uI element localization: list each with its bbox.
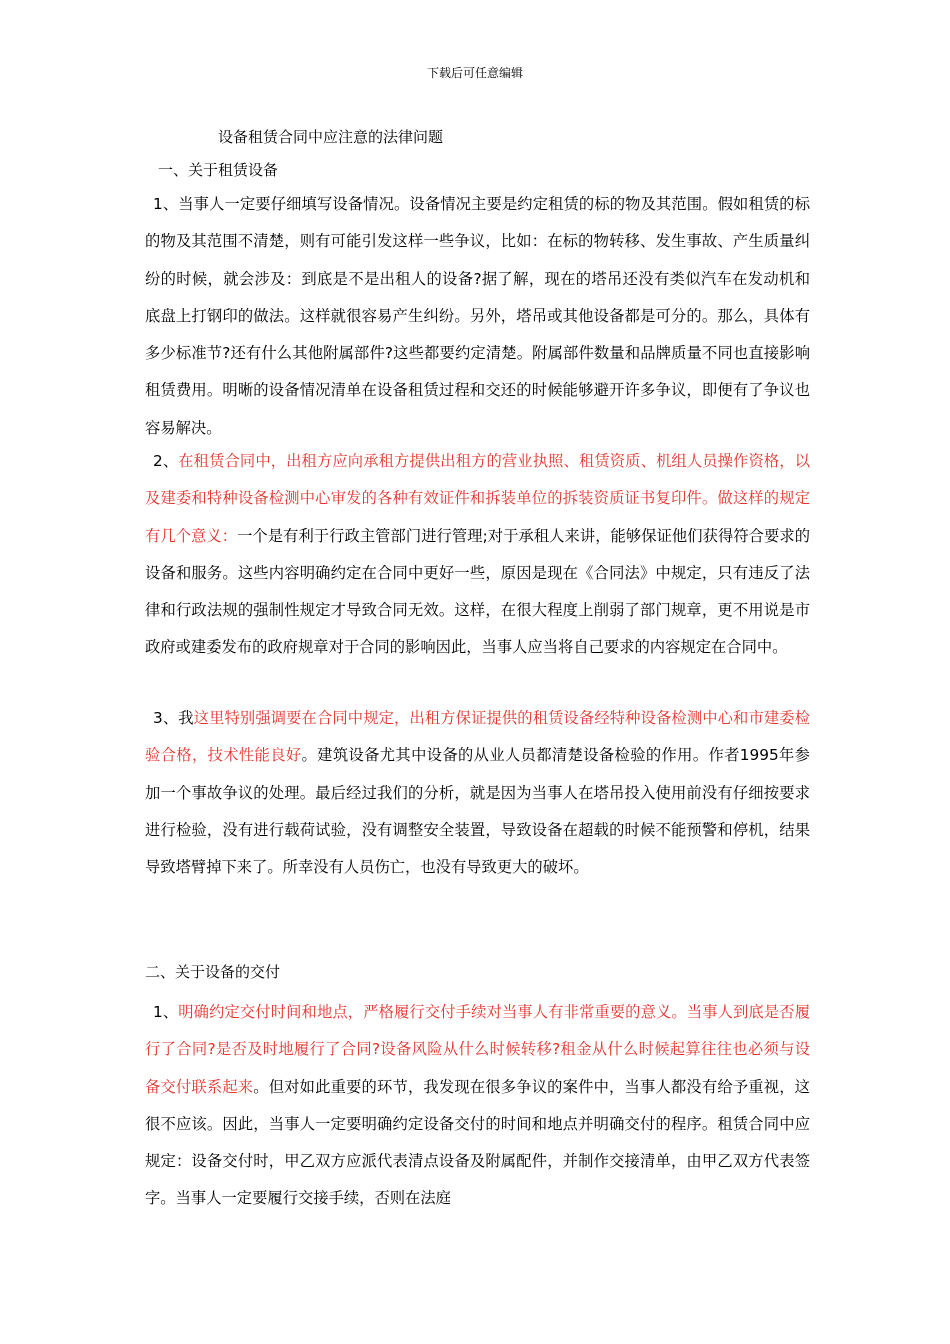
- paragraph-1: [145, 186, 810, 447]
- paragraph-3-number: 3、我: [153, 709, 194, 727]
- paragraph-1-text: 1、当事人一定要仔细填写设备情况。设备情况主要是约定租赁的标的物及其范围。假如租赁的标的物及其范围不清楚，则有可能引发这样一些争议，比如：在标的物转移、发生事故、产生质量纠纷的时候，就会涉及：到底是不是出租人的设备?据了解，现在的塔吊还没有类似汽车在发动机和底盘上打钢印的做法。这样就很容易产生纠纷。另外，塔吊或其他设备都是可分的。那么，具体有多少标准节?还有什么其他附属部件?这些都要约定清楚。附属部件数量和品牌质量不同也直接影响租赁费用。明晰的设备情况清单在设备租赁过程和交还的时候能够避开许多争议，即便有了争议也容易解决。: [145, 195, 810, 437]
- paragraph-4: [145, 994, 810, 1218]
- page-header: 下载后可任意编辑: [426, 66, 523, 80]
- paragraph-2: [145, 443, 810, 667]
- paragraph-4-text: 。但对如此重要的环节，我发现在很多争议的案件中，当事人都没有给予重视，这很不应该。因此，当事人一定要明确约定设备交付的时间和地点并明确交付的程序。租赁合同中应规定：设备交付时，甲乙双方应派代表清点设备及附属配件，并制作交接清单，由甲乙双方代表签字。当事人一定要履行交接手续，否则在法庭: [145, 1077, 810, 1208]
- paragraph-3: [145, 700, 810, 886]
- paragraph-2-highlight: 在租赁合同中，出租方应向承租方提供出租方的营业执照、租赁资质、机组人员操作资格，以及建委和特种设备检测中心审发的各种有效证件和拆装单位的拆装资质证书复印件。做这样的规定有几个意义：: [145, 452, 810, 545]
- section-heading-1: 一、关于租赁设备: [158, 161, 279, 179]
- paragraph-2-number: 2、: [153, 452, 179, 470]
- paragraph-4-number: 1、: [153, 1003, 179, 1021]
- paragraph-3-highlight: 这里特别强调要在合同中规定，出租方保证提供的租赁设备经特种设备检测中心和市建委检验合格，技术性能良好: [145, 709, 810, 765]
- section-heading-2: 二、关于设备的交付: [145, 963, 281, 981]
- document-title: 设备租赁合同中应注意的法律问题: [218, 128, 444, 146]
- paragraph-4-highlight: 明确约定交付时间和地点，严格履行交付手续对当事人有非常重要的意义。当事人到底是否履行了合同?是否及时地履行了合同?设备风险从什么时候转移?租金从什么时候起算往往也必须与设备交付联系起来: [145, 1003, 810, 1096]
- paragraph-3-text: 。建筑设备尤其中设备的从业人员都清楚设备检验的作用。作者1995年参加一个事故争议的处理。最后经过我们的分析，就是因为当事人在塔吊投入使用前没有仔细按要求进行检验，没有进行载荷试验，没有调整安全装置，导致设备在超载的时候不能预警和停机，结果导致塔臂掉下来了。所幸没有人员伤亡，也没有导致更大的破坏。: [145, 746, 810, 877]
- paragraph-2-text: 一个是有利于行政主管部门进行管理;对于承租人来讲，能够保证他们获得符合要求的设备和服务。这些内容明确约定在合同中更好一些，原因是现在《合同法》中规定，只有违反了法律和行政法规的强制性规定才导致合同无效。这样，在很大程度上削弱了部门规章，更不用说是市政府或建委发布的政府规章对于合同的影响因此，当事人应当将自己要求的内容规定在合同中。: [145, 526, 810, 657]
